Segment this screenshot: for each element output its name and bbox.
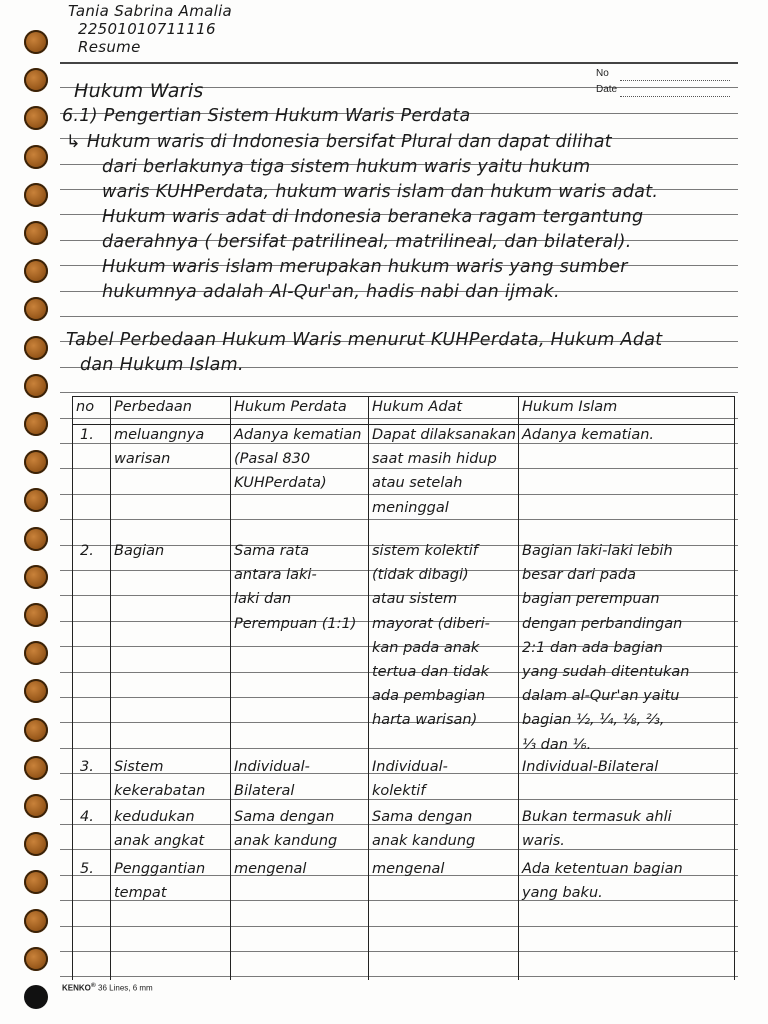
ruled-line: [60, 926, 738, 927]
cell-adat: harta warisan): [372, 712, 478, 729]
cell-perdata: mengenal: [234, 861, 307, 877]
binding-hole: [24, 106, 48, 130]
author-name: Tania Sabrina Amalia: [68, 2, 233, 20]
cell-perdata: anak kandung: [234, 833, 338, 850]
cell-adat: Individual-: [372, 759, 448, 775]
cell-perdata: Bilateral: [234, 783, 295, 800]
ruled-line: [60, 468, 738, 469]
ruled-line: [60, 951, 738, 952]
cell-adat: kolektif: [372, 783, 426, 800]
cell-perbedaan: Bagian: [114, 543, 165, 559]
paragraph-line: waris KUHPerdata, hukum waris islam dan hukum waris adat.: [102, 182, 659, 202]
header-adat: Hukum Adat: [372, 399, 463, 415]
cell-adat: kan pada anak: [372, 639, 480, 656]
cell-islam: bagian ½, ¼, ⅛, ⅔,: [522, 712, 665, 729]
row-number: 5.: [80, 861, 94, 877]
cell-adat: sistem kolektif: [372, 543, 478, 559]
row-number: 4.: [80, 809, 94, 825]
cell-adat: mengenal: [372, 861, 445, 877]
ruled-line: [60, 316, 738, 317]
cell-islam: bagian perempuan: [522, 591, 660, 608]
cell-perdata: Individual-: [234, 759, 310, 775]
paragraph-line: daerahnya ( bersifat patrilineal, matrilineal, dan bilateral).: [102, 232, 632, 252]
binding-hole: [24, 374, 48, 398]
binding-hole: [24, 756, 48, 780]
cell-perbedaan: anak angkat: [114, 833, 205, 850]
ruled-line: [60, 443, 738, 444]
table-intro-line: Tabel Perbedaan Hukum Waris menurut KUHPerdata, Hukum Adat: [66, 330, 663, 350]
ruled-line: [60, 519, 738, 520]
header-perdata: Hukum Perdata: [234, 399, 347, 415]
cell-adat: anak kandung: [372, 833, 476, 850]
table-column-divider: [110, 396, 111, 980]
header-perbedaan: Perbedaan: [114, 399, 192, 415]
notebook-brand: [62, 982, 153, 993]
ruled-line: [60, 849, 738, 850]
student-id: 22501010711116: [78, 20, 216, 38]
page-title: Hukum Waris: [74, 80, 204, 102]
cell-perbedaan: meluangnya: [114, 427, 205, 443]
binding-hole: [24, 488, 48, 512]
no-label: No: [596, 68, 609, 79]
ruled-line: [60, 976, 738, 977]
header-islam: Hukum Islam: [522, 399, 618, 415]
binding-hole: [24, 832, 48, 856]
cell-adat: tertua dan tidak: [372, 664, 490, 680]
cell-perbedaan: Sistem: [114, 759, 164, 775]
ruled-line: [60, 392, 738, 393]
cell-islam: waris.: [522, 833, 565, 850]
cell-islam: yang sudah ditentukan: [522, 664, 690, 680]
row-number: 3.: [80, 759, 94, 775]
spiral-holes: [24, 14, 54, 1024]
section-heading: 6.1) Pengertian Sistem Hukum Waris Perdata: [62, 106, 471, 126]
table-row-divider: [72, 396, 734, 397]
date-label: Date: [596, 84, 618, 95]
binding-hole: [24, 870, 48, 894]
cell-adat: ada pembagian: [372, 688, 486, 705]
cell-adat: (tidak dibagi): [372, 567, 469, 584]
cell-adat: Dapat dilaksanakan: [372, 427, 516, 443]
cell-adat: mayorat (diberi-: [372, 615, 490, 632]
binding-hole: [24, 565, 48, 589]
cell-islam: Bukan termasuk ahli: [522, 809, 672, 825]
row-number: 1.: [80, 427, 94, 443]
paragraph-line: Hukum waris adat di Indonesia beraneka ragam tergantung: [102, 207, 644, 227]
cell-perdata: antara laki-: [234, 567, 317, 584]
binding-hole: [24, 641, 48, 665]
cell-perbedaan: kekerabatan: [114, 783, 206, 800]
binding-hole: [24, 30, 48, 54]
ruled-line: [60, 418, 738, 419]
cell-islam: yang baku.: [522, 885, 603, 902]
table-column-divider: [518, 396, 519, 980]
binding-hole: [24, 450, 48, 474]
ruled-line: [60, 62, 738, 64]
binding-hole: [24, 259, 48, 283]
binding-hole: [24, 718, 48, 742]
cell-perdata: Adanya kematian: [234, 427, 362, 443]
no-field-line: [620, 80, 730, 81]
document-label: Resume: [78, 38, 141, 56]
cell-perdata: (Pasal 830: [234, 451, 311, 468]
cell-adat: atau sistem: [372, 591, 458, 608]
cell-perbedaan: kedudukan: [114, 809, 195, 825]
binding-hole: [24, 947, 48, 971]
cell-perbedaan: warisan: [114, 451, 171, 468]
header-no: no: [76, 399, 95, 415]
cell-perdata: Sama rata: [234, 543, 310, 559]
paragraph-line: ↳ Hukum waris di Indonesia bersifat Plural dan dapat dilihat: [66, 132, 612, 152]
paragraph-line: hukumnya adalah Al-Qur'an, hadis nabi dan ijmak.: [102, 282, 560, 302]
binding-hole: [24, 794, 48, 818]
table-row-divider: [72, 424, 734, 425]
cell-adat: atau setelah: [372, 475, 463, 492]
table-intro-line: dan Hukum Islam.: [80, 355, 244, 375]
cell-adat: Sama dengan: [372, 809, 473, 825]
ruled-line: [60, 494, 738, 495]
cell-islam: Bagian laki-laki lebih: [522, 543, 673, 559]
table-column-divider: [72, 396, 73, 980]
binding-hole: [24, 412, 48, 436]
cell-perdata: laki dan: [234, 591, 292, 608]
date-field-line: [620, 96, 730, 97]
cell-islam: 2:1 dan ada bagian: [522, 639, 663, 656]
binding-hole: [24, 297, 48, 321]
binding-hole: [24, 221, 48, 245]
binding-hole: [24, 909, 48, 933]
binding-hole: [24, 145, 48, 169]
cell-perdata: Perempuan (1:1): [234, 615, 357, 632]
binding-hole: [24, 679, 48, 703]
cell-perbedaan: Penggantian: [114, 861, 206, 877]
cell-islam: dalam al-Qur'an yaitu: [522, 688, 680, 705]
cell-islam: ⅓ dan ⅙.: [522, 736, 592, 753]
cell-islam: Adanya kematian.: [522, 427, 655, 443]
notebook-spec: 36 Lines, 6 mm: [98, 983, 153, 993]
cell-adat: saat masih hidup: [372, 451, 497, 468]
binding-hole: [24, 603, 48, 627]
binding-hole: [24, 183, 48, 207]
cell-islam: dengan perbandingan: [522, 615, 683, 632]
cell-islam: Individual-Bilateral: [522, 759, 659, 775]
binding-hole: [24, 336, 48, 360]
binding-hole: [24, 527, 48, 551]
cell-islam: Ada ketentuan bagian: [522, 861, 683, 877]
binding-hole: [24, 68, 48, 92]
binding-hole: [24, 985, 48, 1009]
ruled-line: [60, 748, 738, 749]
table-column-divider: [734, 396, 735, 980]
registered-mark: ®: [90, 982, 96, 989]
cell-islam: besar dari pada: [522, 567, 637, 584]
table-column-divider: [368, 396, 369, 980]
cell-perbedaan: tempat: [114, 885, 167, 902]
paragraph-line: dari berlakunya tiga sistem hukum waris yaitu hukum: [102, 157, 591, 177]
cell-perdata: Sama dengan: [234, 809, 335, 825]
table-column-divider: [230, 396, 231, 980]
row-number: 2.: [80, 543, 94, 559]
paragraph-line: Hukum waris islam merupakan hukum waris yang sumber: [102, 257, 628, 277]
cell-adat: meninggal: [372, 499, 449, 516]
cell-perdata: KUHPerdata): [234, 475, 327, 492]
brand-name: KENKO: [62, 983, 91, 993]
